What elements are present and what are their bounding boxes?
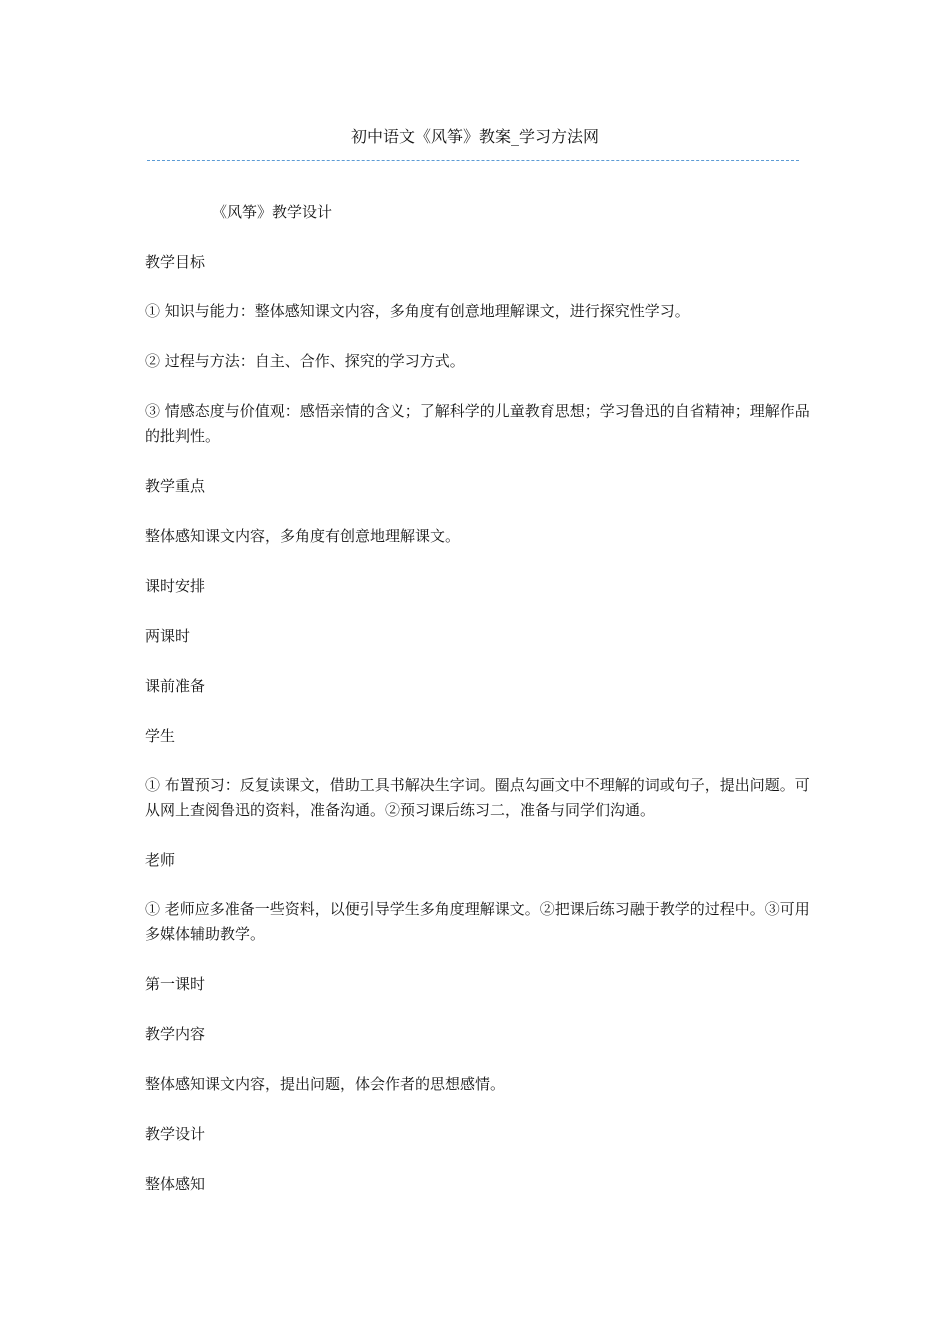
heading-first-lesson: 第一课时 [145,975,206,993]
heading-objectives: 教学目标 [145,253,206,271]
paragraph-teacher: ① 老师应多准备一些资料，以便引导学生多角度理解课文。②把课后练习融于教学的过程中。③可用多媒体辅助教学。 [145,900,810,943]
heading-teaching-design: 教学设计 [145,1125,206,1143]
paragraph-key-points: 整体感知课文内容，多角度有创意地理解课文。 [145,527,461,545]
paragraph-students: ① 布置预习：反复读课文，借助工具书解决生字词。圈点勾画文中不理解的词或句子，提出问题。可从网上查阅鲁迅的资料，准备沟通。②预习课后练习二，准备与同学们沟通。 [145,776,810,819]
paragraph-schedule: 两课时 [145,627,191,645]
paragraph-objective-2: ② 过程与方法：自主、合作、探究的学习方式。 [145,352,465,370]
heading-students: 学生 [145,727,176,745]
heading-content: 教学内容 [145,1025,206,1043]
paragraph-objective-3: ③ 情感态度与价值观：感悟亲情的含义；了解科学的儿童教育思想；学习鲁迅的自省精神；理解作品的批判性。 [145,402,810,445]
title-divider [147,160,799,161]
paragraph-content: 整体感知课文内容，提出问题，体会作者的思想感情。 [145,1075,506,1093]
heading-overall-perception: 整体感知 [145,1175,206,1193]
paragraph-objective-1: ① 知识与能力：整体感知课文内容，多角度有创意地理解课文，进行探究性学习。 [145,302,690,320]
heading-schedule: 课时安排 [145,577,206,595]
section-heading-design: 《风筝》教学设计 [212,203,333,221]
document-title: 初中语文《风筝》教案_学习方法网 [350,127,599,146]
heading-teacher: 老师 [145,851,176,869]
heading-key-points: 教学重点 [145,477,206,495]
heading-preparation: 课前准备 [145,677,206,695]
